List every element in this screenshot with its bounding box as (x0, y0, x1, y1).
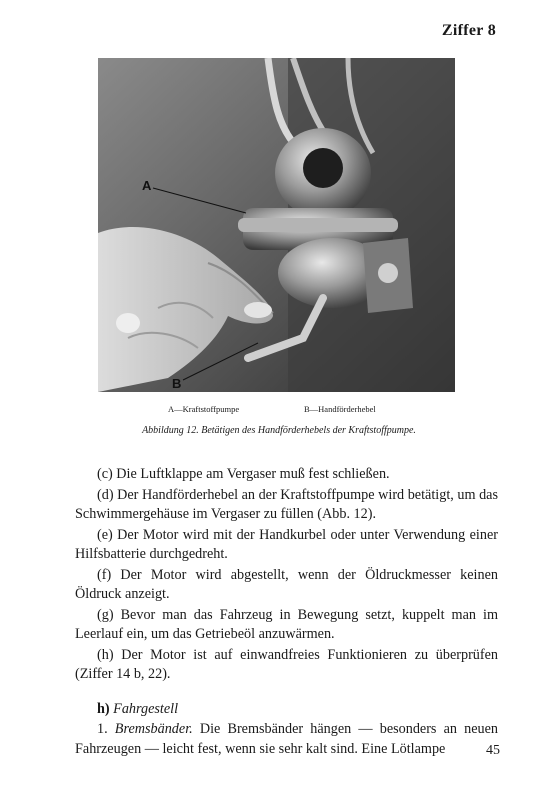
section-title: Fahrgestell (113, 700, 179, 717)
paragraph-h: (h) Der Motor ist auf einwandfreies Funktionieren zu überprüfen (Ziffer 14 b, 22). (75, 646, 498, 682)
fuel-pump-photo (98, 58, 455, 392)
paragraph-f: (f) Der Motor wird abgestellt, wenn der Öldruckmesser keinen Öldruck anzeigt. (75, 566, 498, 602)
figure-label-a: A (142, 178, 152, 193)
paragraph-g: (g) Bevor man das Fahrzeug in Bewegung setzt, kuppelt man im Leerlauf ein, um das Getriebeöl anzuwärmen. (75, 606, 498, 642)
figure-caption: Abbildung 12. Betätigen des Handförderhebels der Kraftstoffpumpe. (142, 425, 416, 436)
paragraph-d: (d) Der Handförderhebel an der Kraftstoffpumpe wird betätigt, um das Schwimmergehäuse im Vergaser zu füllen (Abb. 12). (75, 486, 498, 522)
section-letter: h) (97, 700, 110, 717)
subsection-title: Bremsbänder. (114, 721, 193, 737)
subsection-number: 1. (97, 721, 108, 737)
figure-photo (98, 58, 455, 392)
subsection-text: Die Bremsbänder hängen — besonders an neuen Fahrzeugen — leicht fest, wenn sie sehr kalt sind. Eine Lötlampe (75, 721, 499, 757)
page-number: 45 (486, 743, 500, 758)
body-text (75, 465, 498, 759)
figure-legend (0, 404, 558, 418)
paragraph-e: (e) Der Motor wird mit der Handkurbel oder unter Verwendung einer Hilfsbatterie durchgedreht. (75, 526, 498, 562)
section-marker: Ziffer 8 (441, 22, 496, 39)
legend-b: B—Handförderhebel (304, 404, 376, 414)
section-heading (75, 700, 498, 720)
paragraph-c: (c) Die Luftklappe am Vergaser muß fest schließen. (97, 466, 390, 482)
figure-label-b: B (172, 376, 182, 391)
legend-a: A—Kraftstoffpumpe (168, 404, 240, 414)
subsection-paragraph (75, 720, 498, 759)
